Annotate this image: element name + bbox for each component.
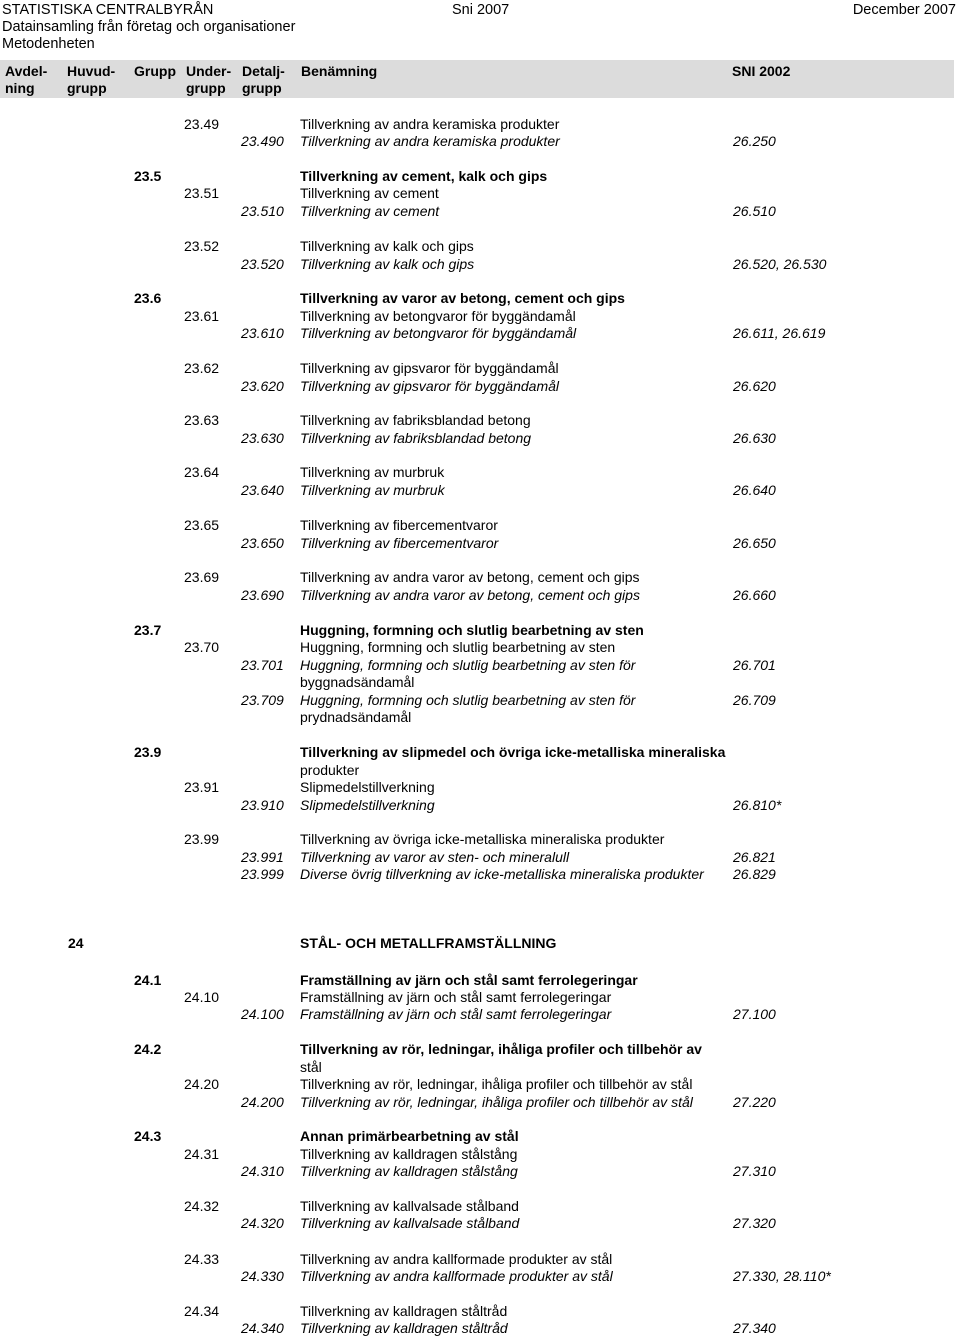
sni2002-code: 27.310	[733, 1163, 776, 1179]
grupp-code: 24.10	[184, 989, 220, 1005]
sni2002-code: 26.660	[733, 587, 776, 603]
table-row	[0, 657, 960, 675]
sni2002-code: 27.220	[733, 1094, 776, 1110]
table-row	[0, 203, 960, 221]
detaljgrupp-code: 23.701	[241, 657, 284, 673]
benamning-text: Huggning, formning och slutlig bearbetning av sten	[300, 639, 616, 655]
detaljgrupp-code: 23.991	[241, 849, 284, 865]
table-row	[0, 535, 960, 553]
detaljgrupp-code: 23.650	[241, 535, 284, 551]
table-row	[0, 482, 960, 500]
huvudgrupp-code: 23.9	[134, 744, 162, 760]
benamning-text: Tillverkning av betongvaror för byggändamål	[300, 308, 576, 324]
table-row	[0, 168, 960, 186]
avdelning-code: 24	[68, 935, 84, 951]
benamning-text: Annan primärbearbetning av stål	[300, 1128, 519, 1144]
table-row	[0, 1163, 960, 1181]
table-row	[0, 692, 960, 710]
benamning-text: Tillverkning av rör, ledningar, ihåliga profiler och tillbehör av stål	[300, 1094, 693, 1110]
detaljgrupp-code: 24.100	[241, 1006, 284, 1022]
grupp-code: 23.63	[184, 412, 220, 428]
detaljgrupp-code: 23.709	[241, 692, 284, 708]
benamning-text: Tillverkning av murbruk	[300, 482, 445, 498]
table-row	[0, 290, 960, 308]
table-row	[0, 762, 960, 780]
benamning-text: prydnadsändamål	[300, 709, 412, 725]
table-row	[0, 238, 960, 256]
benamning-text: Tillverkning av kallvalsade stålband	[300, 1198, 519, 1214]
huvudgrupp-code: 23.6	[134, 290, 162, 306]
benamning-text: Tillverkning av andra kallformade produkter av stål	[300, 1251, 613, 1267]
benamning-text: Tillverkning av kalldragen ståltråd	[300, 1320, 508, 1336]
benamning-text: Tillverkning av kalldragen stålstång	[300, 1163, 518, 1179]
benamning-text: Tillverkning av kalldragen stålstång	[300, 1146, 518, 1162]
document-title: Sni 2007	[452, 2, 510, 18]
table-row	[0, 1094, 960, 1112]
benamning-text: Tillverkning av andra varor av betong, cement och gips	[300, 587, 640, 603]
grupp-code: 24.31	[184, 1146, 220, 1162]
sni2002-code: 26.611, 26.619	[733, 325, 826, 341]
sni2002-code: 26.701	[733, 657, 776, 673]
col-undergrupp-line2: grupp	[186, 80, 226, 96]
table-row	[0, 430, 960, 448]
benamning-text: byggnadsändamål	[300, 674, 415, 690]
table-row	[0, 256, 960, 274]
detaljgrupp-code: 23.510	[241, 203, 284, 219]
benamning-text: Tillverkning av övriga icke-metalliska mineraliska produkter	[300, 831, 665, 847]
sni2002-code: 26.250	[733, 133, 776, 149]
benamning-text: Tillverkning av betongvaror för byggändamål	[300, 325, 577, 341]
table-row	[0, 935, 960, 953]
table-row	[0, 639, 960, 657]
benamning-text: Huggning, formning och slutlig bearbetning av sten för	[300, 657, 636, 673]
benamning-text: Framställning av järn och stål samt ferrolegeringar	[300, 1006, 612, 1022]
table-row	[0, 587, 960, 605]
benamning-text: stål	[300, 1059, 322, 1075]
grupp-code: 24.20	[184, 1076, 220, 1092]
benamning-text: Tillverkning av kalldragen ståltråd	[300, 1303, 508, 1319]
benamning-text: Tillverkning av andra keramiska produkter	[300, 116, 560, 132]
grupp-code: 23.70	[184, 639, 220, 655]
col-benamning: Benämning	[301, 63, 378, 79]
detaljgrupp-code: 23.620	[241, 378, 284, 394]
grupp-code: 23.69	[184, 569, 220, 585]
grupp-code: 23.91	[184, 779, 220, 795]
benamning-text: Slipmedelstillverkning	[300, 797, 435, 813]
benamning-text: Slipmedelstillverkning	[300, 779, 435, 795]
col-huvudgrupp-line1: Huvud-	[67, 63, 116, 79]
sni2002-code: 27.340	[733, 1320, 776, 1336]
col-grupp: Grupp	[134, 63, 176, 79]
detaljgrupp-code: 23.490	[241, 133, 284, 149]
benamning-text: Huggning, formning och slutlig bearbetning av sten för	[300, 692, 636, 708]
unit-name: Metodenheten	[2, 36, 95, 52]
col-detaljgrupp-line1: Detalj-	[242, 63, 285, 79]
table-row	[0, 779, 960, 797]
sni2002-code: 26.520, 26.530	[733, 256, 827, 272]
detaljgrupp-code: 23.520	[241, 256, 284, 272]
table-row	[0, 831, 960, 849]
table-row	[0, 1251, 960, 1269]
grupp-code: 24.34	[184, 1303, 220, 1319]
sni2002-code: 26.650	[733, 535, 776, 551]
table-row	[0, 849, 960, 867]
table-row	[0, 464, 960, 482]
table-row	[0, 1320, 960, 1338]
sni2002-code: 27.100	[733, 1006, 776, 1022]
col-huvudgrupp-line2: grupp	[67, 80, 107, 96]
benamning-text: Huggning, formning och slutlig bearbetning av sten	[300, 622, 644, 638]
table-row	[0, 1041, 960, 1059]
detaljgrupp-code: 23.630	[241, 430, 284, 446]
grupp-code: 24.33	[184, 1251, 220, 1267]
sni2002-code: 26.640	[733, 482, 776, 498]
detaljgrupp-code: 23.640	[241, 482, 284, 498]
detaljgrupp-code: 24.330	[241, 1268, 284, 1284]
table-row	[0, 569, 960, 587]
benamning-text: Tillverkning av rör, ledningar, ihåliga profiler och tillbehör av stål	[300, 1076, 693, 1092]
benamning-text: Tillverkning av kallvalsade stålband	[300, 1215, 520, 1231]
table-row	[0, 378, 960, 396]
table-row	[0, 1006, 960, 1024]
detaljgrupp-code: 24.320	[241, 1215, 284, 1231]
table-row	[0, 866, 960, 884]
benamning-text: Framställning av järn och stål samt ferrolegeringar	[300, 989, 612, 1005]
benamning-text: Tillverkning av kalk och gips	[300, 238, 474, 254]
org-name: STATISTISKA CENTRALBYRÅN	[2, 2, 214, 18]
department: Datainsamling från företag och organisationer	[2, 19, 296, 35]
table-row	[0, 709, 960, 727]
grupp-code: 23.64	[184, 464, 220, 480]
table-row	[0, 1268, 960, 1286]
table-row	[0, 744, 960, 762]
table-row	[0, 185, 960, 203]
col-sni2002: SNI 2002	[732, 63, 791, 79]
detaljgrupp-code: 23.910	[241, 797, 284, 813]
sni2002-code: 27.330, 28.110*	[733, 1268, 831, 1284]
benamning-text: Tillverkning av cement, kalk och gips	[300, 168, 548, 184]
benamning-text: Tillverkning av fibercementvaror	[300, 517, 498, 533]
grupp-code: 23.99	[184, 831, 220, 847]
grupp-code: 23.61	[184, 308, 220, 324]
table-row	[0, 674, 960, 692]
benamning-text: Tillverkning av varor av sten- och mineralull	[300, 849, 570, 865]
benamning-text: Tillverkning av andra kallformade produkter av stål	[300, 1268, 613, 1284]
table-row	[0, 972, 960, 990]
grupp-code: 23.62	[184, 360, 220, 376]
col-avdelning-line1: Avdel-	[5, 63, 48, 79]
table-row	[0, 116, 960, 134]
sni2002-code: 27.320	[733, 1215, 776, 1231]
col-detaljgrupp-line2: grupp	[242, 80, 282, 96]
benamning-text: Tillverkning av fabriksblandad betong	[300, 412, 531, 428]
table-row	[0, 989, 960, 1007]
col-avdelning-line2: ning	[5, 80, 35, 96]
huvudgrupp-code: 24.1	[134, 972, 162, 988]
table-row	[0, 1059, 960, 1077]
benamning-text: Tillverkning av cement	[300, 185, 439, 201]
benamning-text: produkter	[300, 762, 360, 778]
benamning-text: Tillverkning av cement	[300, 203, 440, 219]
benamning-text: Tillverkning av slipmedel och övriga icke-metalliska mineraliska	[300, 744, 726, 760]
huvudgrupp-code: 23.7	[134, 622, 162, 638]
sni2002-code: 26.620	[733, 378, 776, 394]
table-row	[0, 622, 960, 640]
table-row	[0, 1146, 960, 1164]
sni2002-code: 26.709	[733, 692, 776, 708]
detaljgrupp-code: 24.340	[241, 1320, 284, 1336]
detaljgrupp-code: 24.310	[241, 1163, 284, 1179]
benamning-text: Tillverkning av andra keramiska produkter	[300, 133, 560, 149]
sni2002-code: 26.829	[733, 866, 776, 882]
detaljgrupp-code: 23.610	[241, 325, 284, 341]
sni2002-code: 26.821	[733, 849, 776, 865]
table-row	[0, 1128, 960, 1146]
huvudgrupp-code: 23.5	[134, 168, 162, 184]
benamning-text: Tillverkning av andra varor av betong, cement och gips	[300, 569, 640, 585]
table-row	[0, 1076, 960, 1094]
detaljgrupp-code: 24.200	[241, 1094, 284, 1110]
table-row	[0, 1303, 960, 1321]
grupp-code: 24.32	[184, 1198, 220, 1214]
benamning-text: Tillverkning av rör, ledningar, ihåliga profiler och tillbehör av	[300, 1041, 702, 1057]
table-row	[0, 797, 960, 815]
huvudgrupp-code: 24.2	[134, 1041, 162, 1057]
benamning-text: Tillverkning av varor av betong, cement och gips	[300, 290, 625, 306]
table-row	[0, 133, 960, 151]
sni2002-code: 26.630	[733, 430, 776, 446]
benamning-text: Tillverkning av fabriksblandad betong	[300, 430, 532, 446]
sni2002-code: 26.510	[733, 203, 776, 219]
document-date: December 2007	[852, 2, 956, 18]
benamning-text: Tillverkning av fibercementvaror	[300, 535, 499, 551]
table-row	[0, 1198, 960, 1216]
sni2002-code: 26.810*	[733, 797, 782, 813]
grupp-code: 23.65	[184, 517, 220, 533]
grupp-code: 23.51	[184, 185, 220, 201]
benamning-text: Tillverkning av gipsvaror för byggändamål	[300, 378, 559, 394]
detaljgrupp-code: 23.690	[241, 587, 284, 603]
grupp-code: 23.52	[184, 238, 220, 254]
huvudgrupp-code: 24.3	[134, 1128, 162, 1144]
table-row	[0, 360, 960, 378]
grupp-code: 23.49	[184, 116, 220, 132]
benamning-text: Framställning av järn och stål samt ferrolegeringar	[300, 972, 638, 988]
detaljgrupp-code: 23.999	[241, 866, 284, 882]
table-row	[0, 517, 960, 535]
benamning-text: Diverse övrig tillverkning av icke-metalliska mineraliska produkter	[300, 866, 704, 882]
benamning-text: Tillverkning av murbruk	[300, 464, 445, 480]
benamning-text: Tillverkning av gipsvaror för byggändamål	[300, 360, 559, 376]
benamning-text: Tillverkning av kalk och gips	[300, 256, 475, 272]
table-row	[0, 325, 960, 343]
table-row	[0, 412, 960, 430]
col-undergrupp-line1: Under-	[186, 63, 232, 79]
benamning-text: STÅL- OCH METALLFRAMSTÄLLNING	[300, 935, 557, 951]
table-row	[0, 308, 960, 326]
table-row	[0, 1215, 960, 1233]
